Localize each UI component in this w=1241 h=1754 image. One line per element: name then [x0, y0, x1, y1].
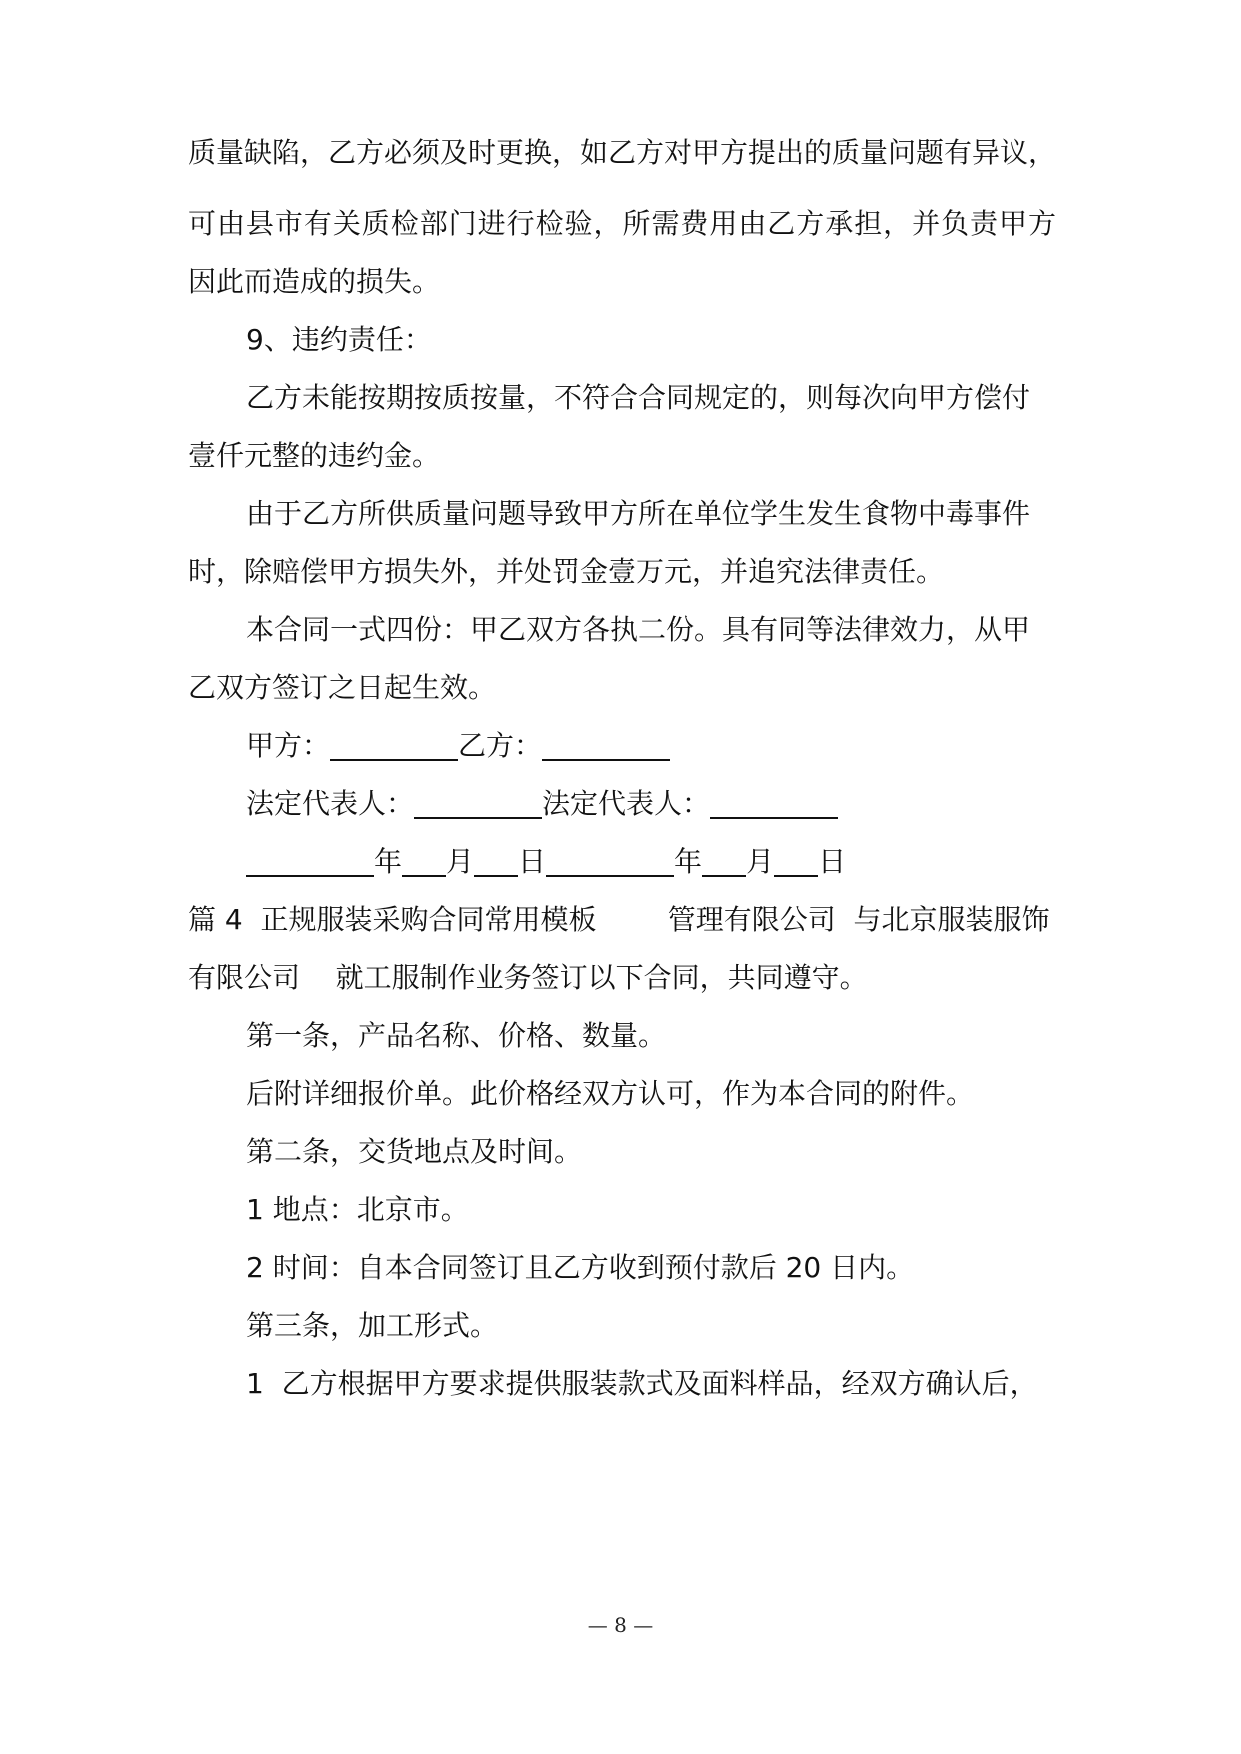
date-blank — [774, 845, 818, 877]
date-blank — [546, 845, 674, 877]
signature-date-line — [246, 842, 846, 882]
month-label: 月 — [446, 845, 475, 878]
paragraph-line: 可由县市有关质检部门进行检验，所需费用由乙方承担，并负责甲方 — [188, 207, 1056, 240]
rep-b-label: 法定代表人： — [542, 787, 711, 820]
paragraph-line: 后附详细报价单。此价格经双方认可，作为本合同的附件。 — [246, 1077, 975, 1110]
day-label: 日 — [818, 845, 847, 878]
date-blank — [702, 845, 746, 877]
date-blank — [474, 845, 518, 877]
paragraph-line: 1 地点：北京市。 — [246, 1193, 469, 1226]
rep-a-label: 法定代表人： — [246, 787, 415, 820]
section-title: 篇 4 正规服装采购合同常用模板 管理有限公司 与北京服装服饰 — [188, 903, 1050, 936]
paragraph-line: 壹仟元整的违约金。 — [188, 439, 441, 472]
signature-rep-line — [246, 784, 838, 824]
day-label: 日 — [518, 845, 547, 878]
paragraph-line: 1 乙方根据甲方要求提供服装款式及面料样品，经双方确认后， — [246, 1367, 1038, 1400]
article-heading: 第三条，加工形式。 — [246, 1309, 499, 1342]
party-b-label: 乙方： — [458, 729, 543, 762]
signature-party-line — [246, 726, 670, 766]
article-heading: 第二条，交货地点及时间。 — [246, 1135, 583, 1168]
date-blank — [402, 845, 446, 877]
paragraph-line: 时，除赔偿甲方损失外，并处罚金壹万元，并追究法律责任。 — [188, 555, 945, 588]
paragraph-line: 本合同一式四份：甲乙双方各执二份。具有同等法律效力，从甲 — [246, 613, 1031, 646]
article-heading: 第一条，产品名称、价格、数量。 — [246, 1019, 667, 1052]
section-heading: 9、违约责任： — [246, 323, 432, 356]
paragraph-line: 乙方未能按期按质按量，不符合合同规定的，则每次向甲方偿付 — [246, 381, 1031, 414]
month-label: 月 — [746, 845, 775, 878]
paragraph-line: 乙双方签订之日起生效。 — [188, 671, 497, 704]
paragraph-line: 因此而造成的损失。 — [188, 265, 441, 298]
date-blank — [246, 845, 374, 877]
paragraph-line: 质量缺陷，乙方必须及时更换，如乙方对甲方提出的质量问题有异议， — [188, 136, 1057, 169]
signature-blank — [710, 787, 838, 819]
paragraph-line: 有限公司 就工服制作业务签订以下合同，共同遵守。 — [188, 961, 868, 994]
signature-blank — [414, 787, 542, 819]
year-label: 年 — [374, 845, 403, 878]
paragraph-line: 2 时间：自本合同签订且乙方收到预付款后 20 日内。 — [246, 1251, 915, 1284]
signature-blank — [330, 729, 458, 761]
signature-blank — [542, 729, 670, 761]
party-a-label: 甲方： — [246, 729, 331, 762]
paragraph-line: 由于乙方所供质量问题导致甲方所在单位学生发生食物中毒事件 — [246, 497, 1031, 530]
year-label: 年 — [674, 845, 703, 878]
page-number: — 8 — — [587, 1613, 654, 1637]
